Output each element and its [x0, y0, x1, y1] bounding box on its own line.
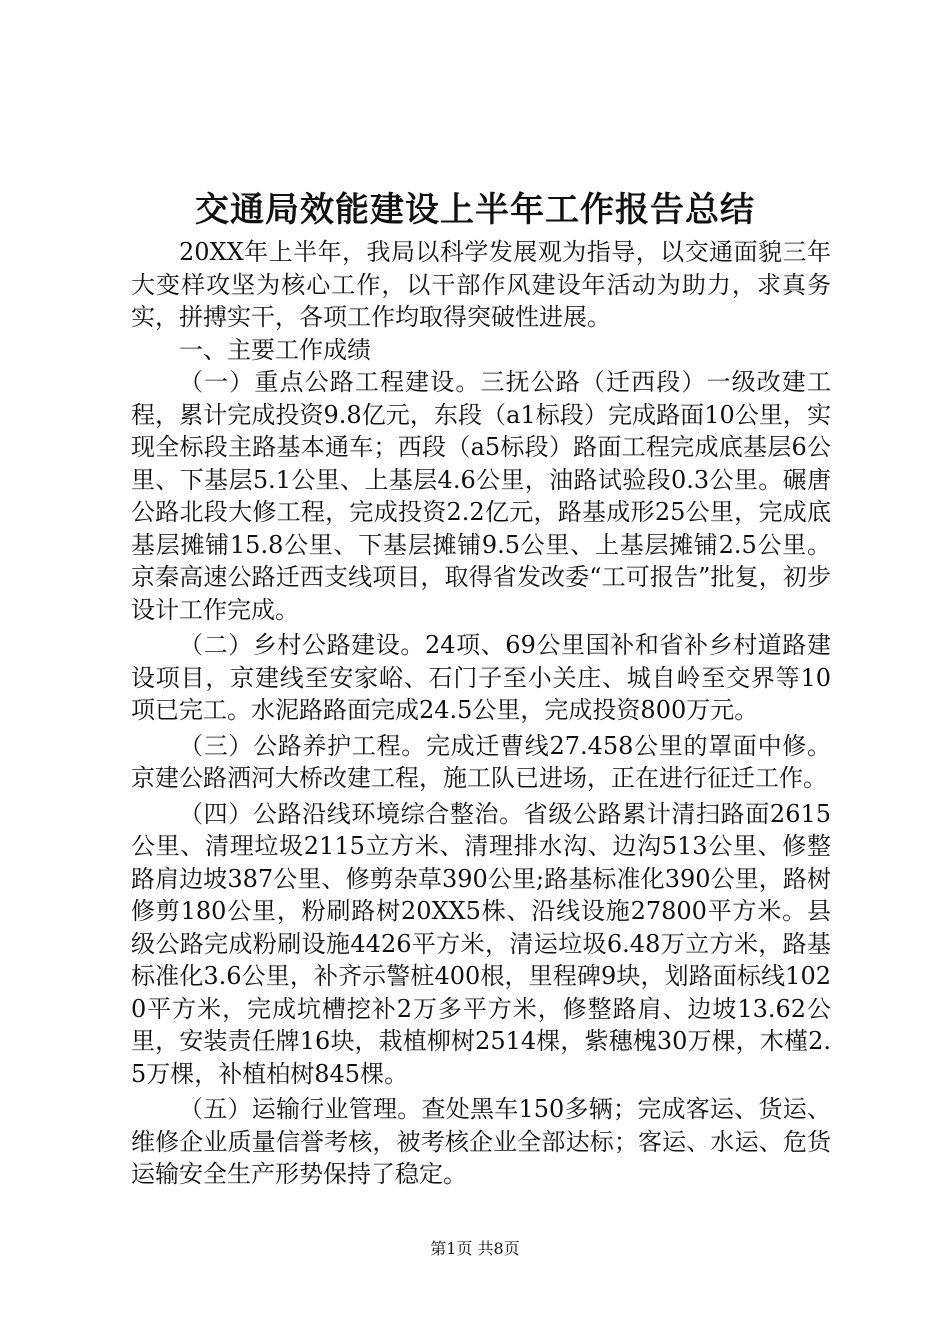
section-heading: 一、主要工作成绩	[179, 335, 371, 364]
paragraph-environment-rectification: （四）公路沿线环境综合整治。省级公路累计清扫路面2615公里、清理垃圾2115立方米、清理排水沟、边沟513公里、修整路肩边坡387公里、修剪杂草390公里;路基标准化390公里，路树修剪180公里，粉刷路树20XX5株、沿线设施27800平方米。县级公路完成粉刷设施4426平方米，清运垃圾6.48万立方米，路基标准化3.6公里，补齐示警桩400根，里程碑9块，划路面标线1020平方米，完成坑槽挖补2万多平方米，修整路肩、边坡13.62公里，安装责任牌16块，栽植柳树2514棵，紫穗槐30万棵，木槿2.5万棵，补植柏树845棵。	[131, 799, 831, 1088]
paragraph-transport-management: （五）运输行业管理。查处黑车150多辆；完成客运、货运、维修企业质量信誉考核，被考核企业全部达标；客运、水运、危货运输安全生产形势保持了稳定。	[131, 1095, 831, 1188]
document-body	[131, 236, 831, 1191]
paragraph-key-road-projects: （一）重点公路工程建设。三抚公路（迁西段）一级改建工程，累计完成投资9.8亿元，东段（a1标段）完成路面10公里，实现全标段主路基本通车；西段（a5标段）路面工程完成底基层6公里、下基层5.1公里、上基层4.6公里，油路试验段0.3公里。碾唐公路北段大修工程，完成投资2.2亿元，路基成形25公里，完成底基层摊铺15.8公里、下基层摊铺9.5公里、上基层摊铺2.5公里。京秦高速公路迁西支线项目，取得省发改委“工可报告”批复，初步设计工作完成。	[131, 368, 831, 624]
page-footer: 第1页 共8页	[430, 1239, 520, 1258]
paragraph-road-maintenance: （三）公路养护工程。完成迁曹线27.458公里的罩面中修。京建公路洒河大桥改建工程，施工队已进场，正在进行征迁工作。	[131, 731, 831, 792]
document-title: 交通局效能建设上半年工作报告总结	[195, 190, 755, 230]
paragraph-rural-roads: （二）乡村公路建设。24项、69公里国补和省补乡村道路建设项目，京建线至安家峪、石门子至小关庄、城自岭至交界等10项已完工。水泥路路面完成24.5公里，完成投资800万元。	[131, 631, 831, 724]
intro-paragraph: 20XX年上半年，我局以科学发展观为指导，以交通面貌三年大变样攻坚为核心工作，以干部作风建设年活动为助力，求真务实，拼搏实干，各项工作均取得突破性进展。	[131, 238, 831, 331]
